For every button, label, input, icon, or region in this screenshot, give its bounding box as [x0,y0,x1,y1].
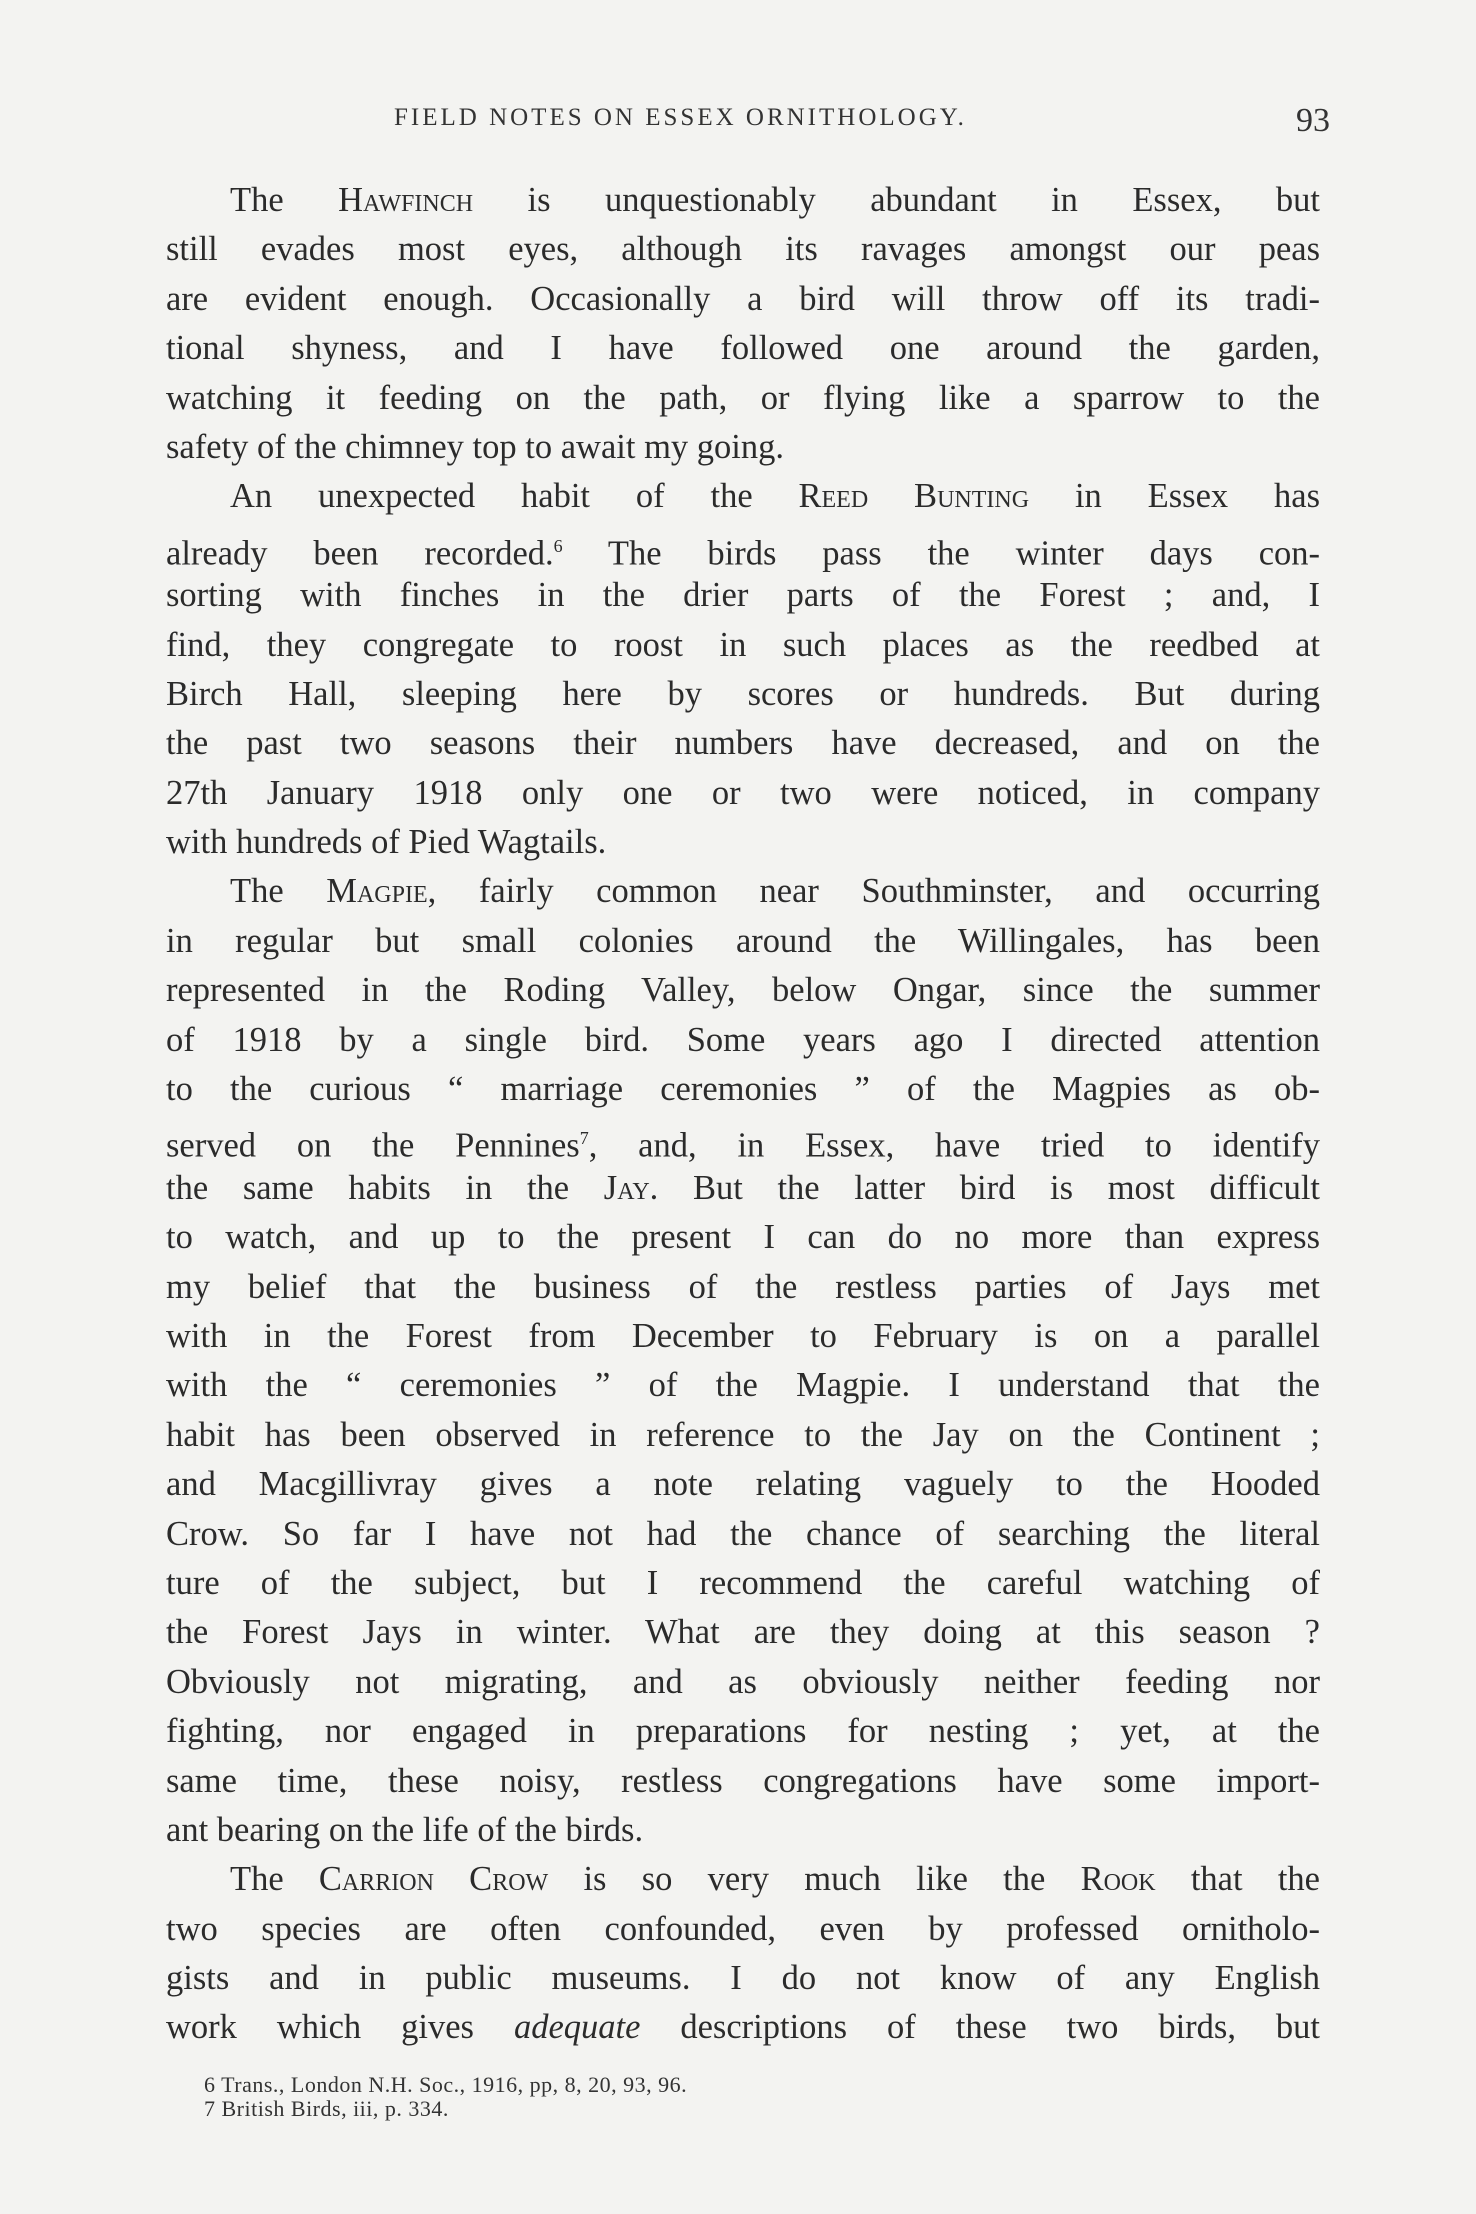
species-name: Rook [1080,1860,1156,1899]
text-line: are evident enough. Occasionally a bird will throw off its tradi- [166,279,1320,318]
text-line: of 1918 by a single bird. Some years ago I directed attention [166,1020,1320,1059]
text-line: in regular but small colonies around the Willingales, has been [166,921,1320,960]
text-line: safety of the chimney top to await my going. [166,427,784,466]
text-line: fighting, nor engaged in preparations for nesting ; yet, at the [166,1712,1320,1751]
text-line: The Carrion Crow is so very much like the Rook that the [230,1860,1320,1899]
text-line: habit has been observed in reference to the Jay on the Continent ; [166,1415,1320,1454]
species-name: Carrion Crow [318,1860,549,1899]
text-line: The Hawfinch is unquestionably abundant in Essex, but [230,181,1320,219]
text-line: The Magpie, fairly common near Southminster, and occurring [230,872,1321,911]
footnote-ref: 7 [579,1128,589,1149]
emphasis: adequate [513,2008,641,2047]
text-line: the past two seasons their numbers have decreased, and on the [166,724,1320,763]
text-line: to watch, and up to the present I can do no more than express [166,1218,1320,1257]
text-line: two species are often confounded, even by professed ornitholo- [166,1909,1320,1948]
text-line: sorting with finches in the drier parts of the Forest ; and, I [166,576,1320,615]
footnotes [204,2073,687,2121]
text-line: tional shyness, and I have followed one around the garden, [166,329,1320,368]
text-line: same time, these noisy, restless congregations have some import- [166,1761,1320,1800]
species-name: Jay [603,1168,650,1207]
footnote-ref: 6 [553,535,563,556]
text-line: 27th January 1918 only one or two were noticed, in company [166,773,1320,812]
species-name: Reed Bunting [798,477,1030,516]
text-line: ant bearing on the life of the birds. [166,1810,644,1849]
text-line: represented in the Roding Valley, below Ongar, since the summer [166,971,1320,1010]
text-line: with the “ ceremonies ” of the Magpie. I understand that the [166,1366,1320,1405]
text-line: the Forest Jays in winter. What are they doing at this season ? [166,1613,1320,1652]
text-line: my belief that the business of the restless parties of Jays met [166,1267,1320,1306]
text-line: find, they congregate to roost in such places as the reedbed at [166,625,1320,664]
running-title: FIELD NOTES ON ESSEX ORNITHOLOGY. [394,104,967,131]
text-line: Birch Hall, sleeping here by scores or hundreds. But during [166,674,1320,713]
page-number: 93 [1296,102,1330,139]
text-line: and Macgillivray gives a note relating vaguely to the Hooded [166,1465,1320,1504]
body-text [166,176,1320,2053]
text-line: still evades most eyes, although its ravages amongst our peas [166,230,1320,269]
footnote-6: 6 Trans., London N.H. Soc., 1916, pp, 8, 20, 93, 96. [204,2072,688,2097]
text-line: work which gives adequate descriptions of these two birds, but [166,2008,1320,2047]
text-line: with in the Forest from December to February is on a parallel [166,1316,1320,1355]
text-line: already been recorded.$^6$ The birds pass the winter days con- [166,534,1320,573]
text-line: to the curious “ marriage ceremonies ” of the Magpies as ob- [166,1070,1320,1109]
text-line: ture of the subject, but I recommend the careful watching of [166,1563,1320,1602]
text-line: watching it feeding on the path, or flying like a sparrow to the [166,378,1320,417]
text-line: An unexpected habit of the Reed Bunting in Essex has [230,477,1321,516]
text-line: served on the Pennines$^7$, and, in Essex, have tried to identify [166,1126,1320,1165]
footnote-7: 7 British Birds, iii, p. 334. [204,2096,449,2121]
text-line: Crow. So far I have not had the chance of searching the literal [166,1514,1320,1553]
species-name: Magpie [326,872,428,911]
text-line: with hundreds of Pied Wagtails. [166,823,607,862]
text-line: gists and in public museums. I do not know of any English [166,1959,1320,1998]
text-line: the same habits in the Jay. But the latter bird is most difficult [166,1168,1320,1207]
species-name: Hawfinch [338,181,474,219]
text-line: Obviously not migrating, and as obviously neither feeding nor [166,1662,1320,1701]
